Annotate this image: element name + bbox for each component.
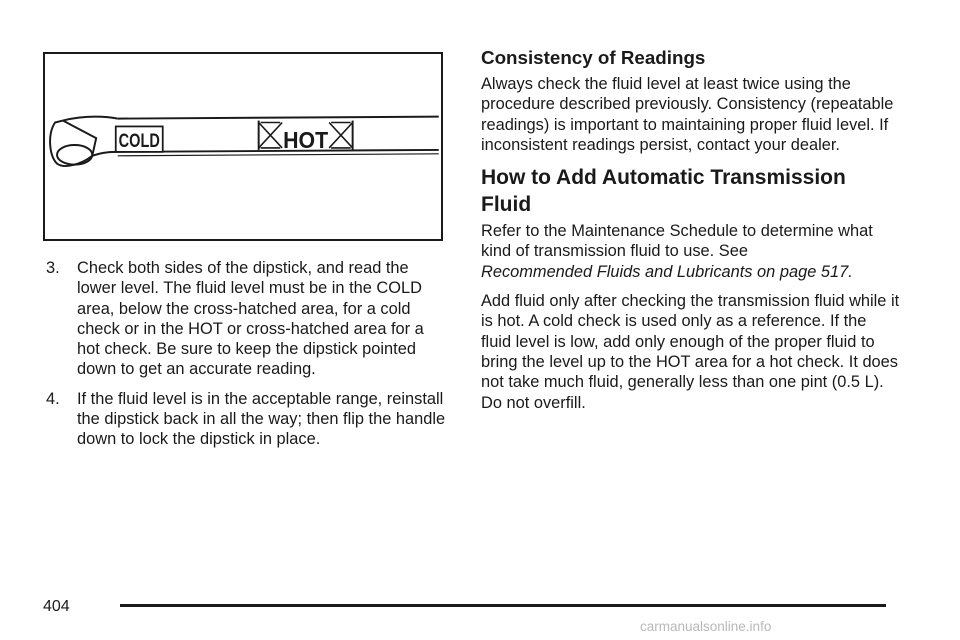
step-3 bbox=[46, 258, 450, 380]
right-column bbox=[481, 46, 901, 422]
hot-label: HOT bbox=[283, 126, 329, 153]
cross-reference-link[interactable]: Recommended Fluids and Lubricants on page 517. bbox=[481, 262, 853, 281]
cold-label: COLD bbox=[118, 129, 160, 152]
add-fluid-heading: How to Add Automatic Transmission Fluid bbox=[481, 166, 846, 217]
step-number: 3. bbox=[46, 259, 60, 277]
left-column bbox=[46, 258, 450, 459]
dipstick-drawing bbox=[45, 54, 441, 239]
step-4 bbox=[46, 389, 450, 450]
crosshatch-left bbox=[259, 123, 282, 148]
watermark: carmanualsonline.info bbox=[640, 619, 772, 634]
page-number: 404 bbox=[43, 598, 70, 615]
dipstick-blade-top bbox=[118, 117, 439, 119]
step-number: 4. bbox=[46, 389, 60, 408]
add-fluid-paragraph-1-text: Refer to the Maintenance Schedule to determine what kind of transmission fluid to use. See bbox=[481, 222, 873, 261]
consistency-paragraph: Always check the fluid level at least twice using the procedure described previously. Consistency (repeatable readings) is important to maintaining proper fluid level. If inconsistent readings persist, contact your dealer. bbox=[481, 75, 894, 154]
dipstick-blade-bottom bbox=[118, 150, 439, 152]
footer-rule bbox=[120, 604, 886, 607]
add-fluid-paragraph-2: Add fluid only after checking the transmission fluid while it is hot. A cold check is used only as a reference. If the fluid level is low, add only enough of the proper fluid to bring the level up to the HOT area for a hot check. It does not take much fluid, generally less than one pint (0.5 L). Do not overfill. bbox=[481, 292, 900, 412]
dipstick-handle-opening bbox=[57, 145, 92, 165]
add-fluid-paragraph-1 bbox=[481, 221, 901, 282]
step-text: If the fluid level is in the acceptable range, reinstall the dipstick back in all the way; then flip the handle down to lock the dipstick in place. bbox=[77, 389, 446, 449]
crosshatch-right bbox=[329, 123, 352, 148]
dipstick-illustration bbox=[43, 52, 443, 241]
step-text: Check both sides of the dipstick, and read the lower level. The fluid level must be in the COLD area, below the cross-hatched area, for a cold check or in the HOT or cross-hatched area for a hot check. Be sure to keep the dipstick pointed down to get an accurate reading. bbox=[77, 259, 424, 379]
consistency-heading: Consistency of Readings bbox=[481, 47, 706, 68]
